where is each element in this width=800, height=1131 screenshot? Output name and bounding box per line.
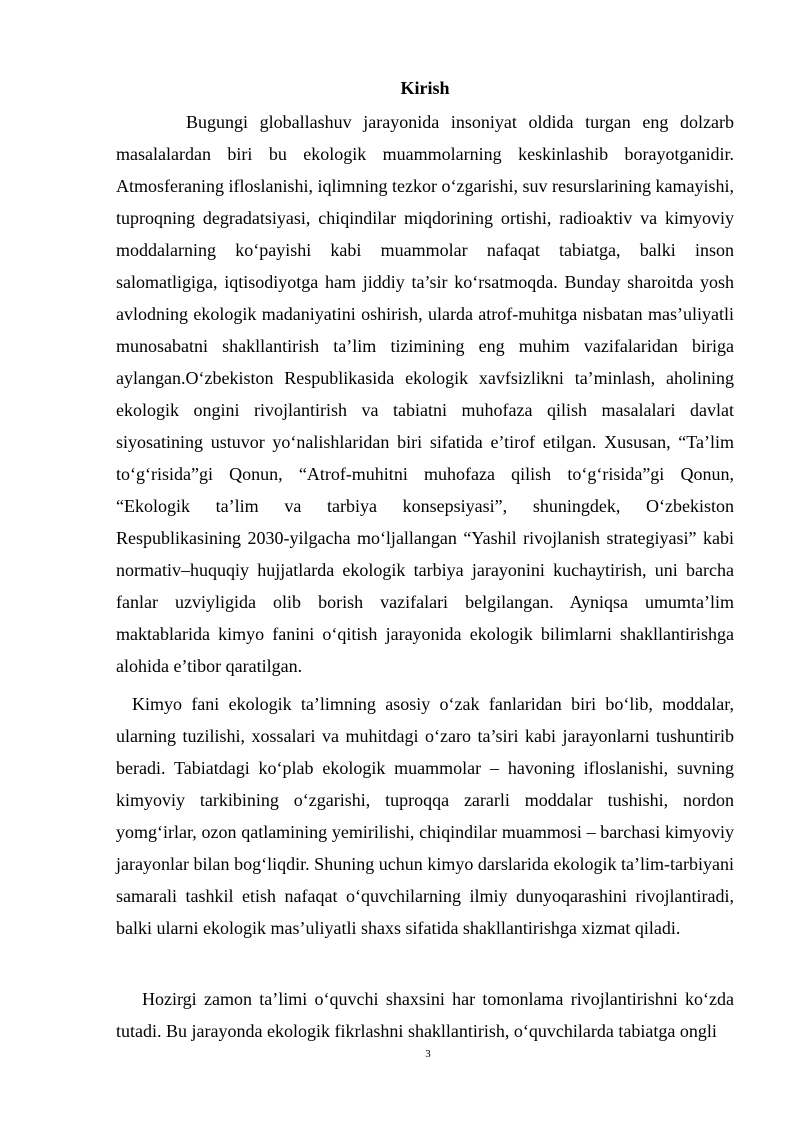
paragraph-3: Hozirgi zamon ta’limi o‘quvchi shaxsini har tomonlama rivojlantirishni ko‘zda tutadi. Bu jarayonda ekologik fikrlashni shakllantirish, o‘quvchilarda tabiatga ongli [116,989,734,1041]
paragraph-2: Kimyo fani ekologik ta’limning asosiy o‘zak fanlaridan biri bo‘lib, moddalar, ularning tuzilishi, xossalari va muhitdagi o‘zaro ta’siri kabi jarayonlarni tushuntirib beradi. Tabiatdagi ko‘plab ekologik muammolar – havoning ifloslanishi, suvning kimyoviy tarkibining o‘zgarishi, tuproqqa zararli moddalar tushishi, nordon yomg‘irlar, ozon qatlamining yemirilishi, chiqindilar muammosi – barchasi kimyoviy jarayonlar bilan bog‘liqdir. Shuning uchun kimyo darslarida ekologik ta’lim-tarbiyani samarali tashkil etish nafaqat o‘quvchilarning ilmiy dunyoqarashini rivojlantiradi, balki ularni ekologik mas’uliyatli shaxs sifatida shakllantirishga xizmat qiladi. [116,694,734,938]
section-title: Kirish [400,78,450,98]
paragraph-1: Bugungi globallashuv jarayonida insoniyat oldida turgan eng dolzarb masalalardan biri bu ekologik muammolarning keskinlashib borayotganidir. Atmosferaning ifloslanishi, iqlimning tezkor o‘zgarishi, suv resurslarining kamayishi, tuproqning degradatsiyasi, chiqindilar miqdorining ortishi, radioaktiv va kimyoviy moddalarning ko‘payishi kabi muammolar nafaqat tabiatga, balki inson salomatligiga, iqtisodiyotga ham jiddiy ta’sir ko‘rsatmoqda. Bunday sharoitda yosh avlodning ekologik madaniyatini oshirish, ularda atrof-muhitga nisbatan mas’uliyatli munosabatni shakllantirish ta’lim tizimining eng muhim vazifalaridan biriga aylangan.O‘zbekiston Respublikasida ekologik xavfsizlikni ta’minlash, aholining ekologik ongini rivojlantirish va tabiatni muhofaza qilish masalalari davlat siyosatining ustuvor yo‘nalishlaridan biri sifatida e’tirof etilgan. Xususan, “Ta’lim to‘g‘risida”gi Qonun, “Atrof-muhitni muhofaza qilish to‘g‘risida”gi Qonun, “Ekologik ta’lim va tarbiya konsepsiyasi”, shuningdek, O‘zbekiston Respublikasining 2030-yilgacha mo‘ljallangan “Yashil rivojlanish strategiyasi” kabi normativ–huquqiy hujjatlarda ekologik tarbiya jarayonini kuchaytirish, uni barcha fanlar uzviyligida olib borish vazifalari belgilangan. Ayniqsa umumta’lim maktablarida kimyo fanini o‘qitish jarayonida ekologik bilimlarni shakllantirishga alohida e’tibor qaratilgan. [116,112,734,676]
page-number: 3 [425,1048,431,1060]
